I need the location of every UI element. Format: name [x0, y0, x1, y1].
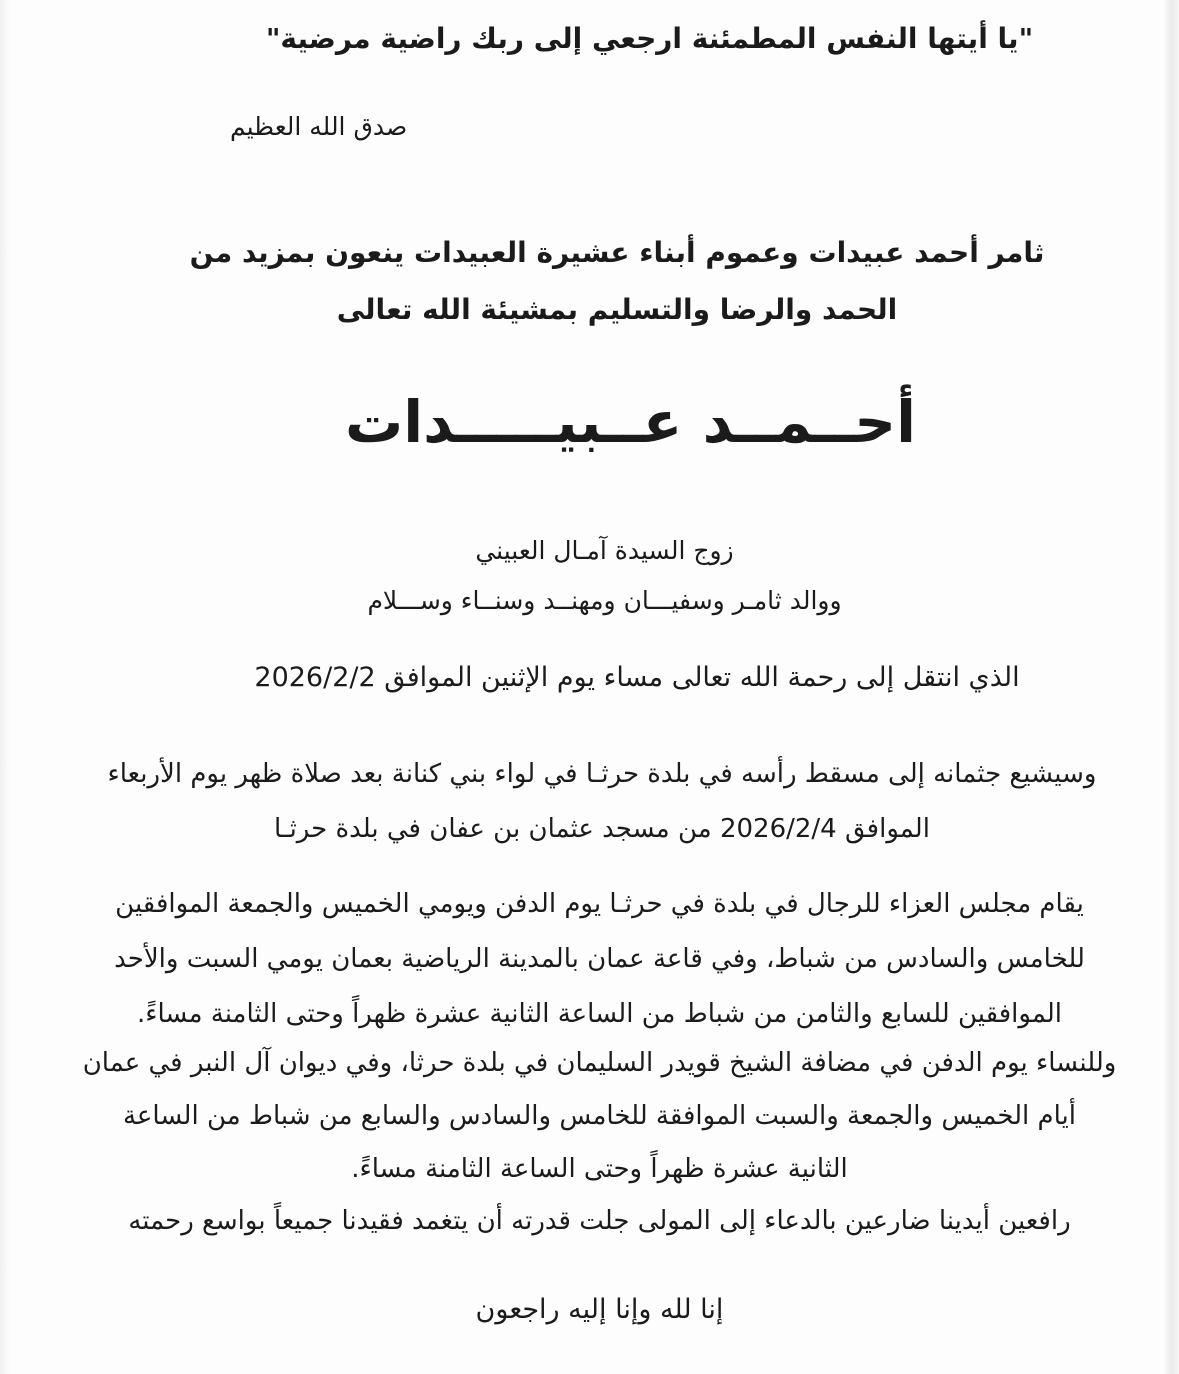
- funeral-line-1: وسيشيع جثمانه إلى مسقط رأسه في بلدة حرثـا في لواء بني كنانة بعد صلاة ظهر يوم الأربعاء: [107, 759, 1097, 789]
- children-line: ووالد ثامـر وسفيـــان ومهنــد وسنــاء وســـلام: [367, 586, 842, 615]
- women-condolences-line-2: أيام الخميس والجمعة والسبت الموافقة للخامس والسادس والسابع من شباط من الساعة: [122, 1101, 1077, 1131]
- announcement-paragraph: [55, 224, 1179, 338]
- men-condolences-paragraph: [20, 877, 1179, 1042]
- men-condolences-line-1: يقام مجلس العزاء للرجال في بلدة في حرثـا يوم الدفن ويومي الخميس والجمعة الموافقين: [115, 889, 1084, 919]
- spouse-line: زوج السيدة آمـال العبيني: [475, 536, 734, 565]
- women-condolences-line-1: وللنساء يوم الدفن في مضافة الشيخ قويدر السليمان في بلدة حرثا، وفي ديوان آل النبر في عمان: [82, 1048, 1117, 1078]
- women-condolences-line-3: الثانية عشرة ظهراً وحتى الساعة الثامنة مساءً.: [351, 1154, 848, 1184]
- sadaqa-allah-line: صدق الله العظيم: [230, 112, 408, 141]
- men-condolences-line-3: الموافقين للسابع والثامن من شباط من الساعة الثانية عشرة ظهراً وحتى الثامنة مساءً.: [136, 999, 1063, 1029]
- women-condolences-paragraph: [20, 1037, 1179, 1196]
- death-date-line: الذي انتقل إلى رحمة الله تعالى مساء يوم الإثنين الموافق 2026/2/2: [254, 662, 1020, 693]
- funeral-procession-paragraph: [25, 747, 1179, 857]
- family-relations: [30, 526, 1179, 626]
- announcement-line-2: الحمد والرضا والتسليم بمشيئة الله تعالى: [336, 293, 898, 326]
- deceased-name: أحــمــد عــبيـــــدات: [345, 388, 916, 456]
- funeral-line-2: الموافق 2026/2/4 من مسجد عثمان بن عفان في بلدة حرثـا: [274, 814, 930, 844]
- prayer-line: رافعين أيدينا ضارعين بالدعاء إلى المولى جلت قدرته أن يتغمد فقيدنا جميعاً بواسع رحمته: [128, 1206, 1071, 1236]
- quran-verse: "يا أيتها النفس المطمئنة ارجعي إلى ربك راضية مرضية": [265, 22, 1034, 55]
- page-edge-left: [0, 0, 10, 1374]
- men-condolences-line-2: للخامس والسادس من شباط، وفي قاعة عمان بالمدينة الرياضية بعمان يومي السبت والأحد: [114, 944, 1085, 974]
- istirjaa-closing-line: إنا لله وإنا إليه راجعون: [475, 1294, 724, 1325]
- announcement-line-1: ثامر أحمد عبيدات وعموم أبناء عشيرة العبيدات ينعون بمزيد من: [189, 236, 1045, 269]
